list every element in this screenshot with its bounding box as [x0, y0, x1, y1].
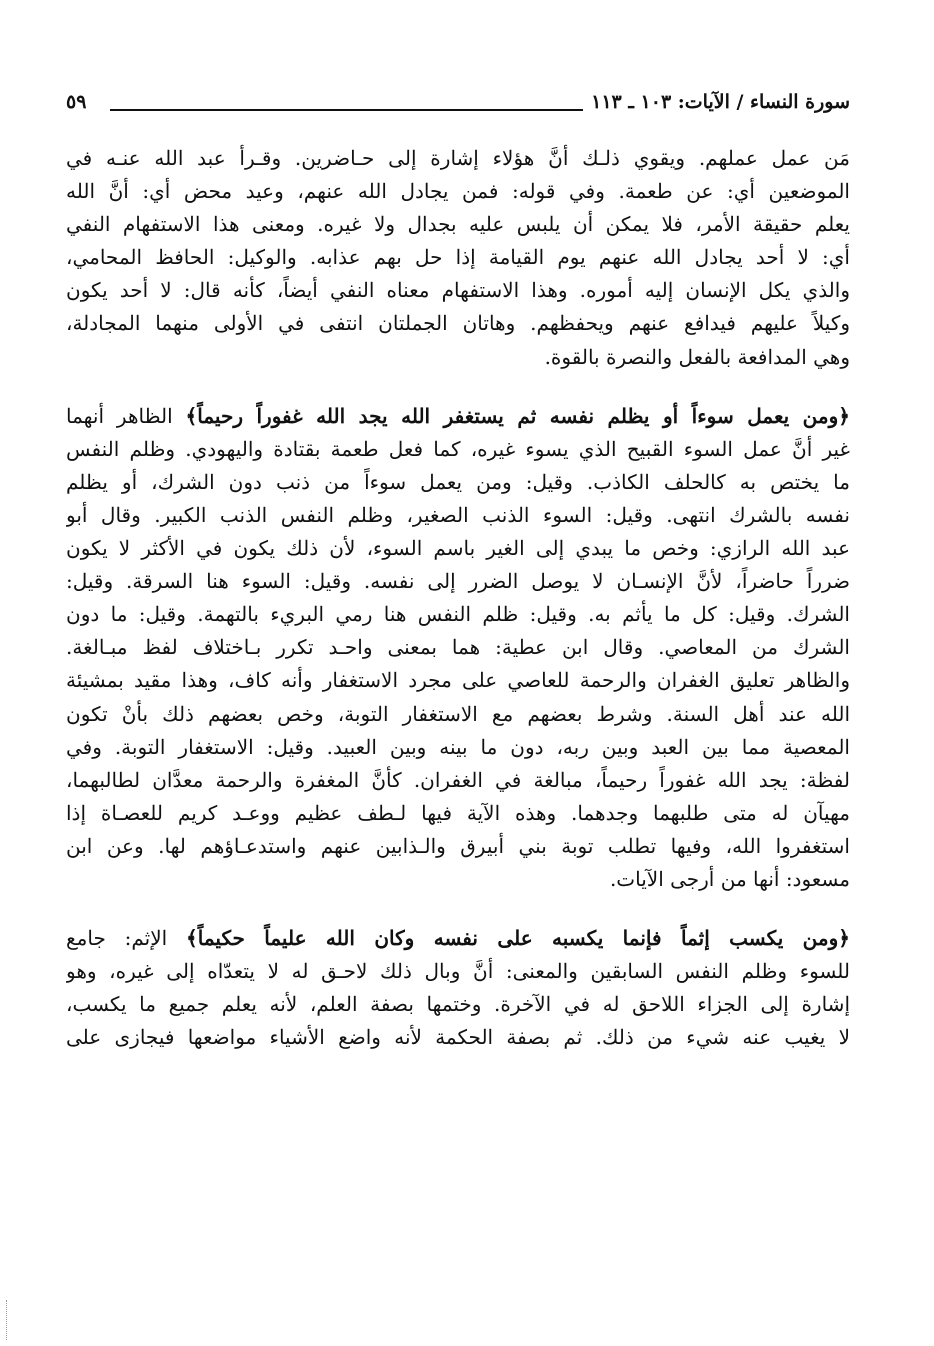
- quran-verse: ﴿ومن يعمل سوءاً أو يظلم نفسه ثم يستغفر الله يجد الله غفوراً رحيماً﴾: [185, 403, 850, 428]
- text-line: مهيآن له متى طلبهما وجدهما. وهذه الآية فيها لـطف عظيم ووعـد كريم للعصـاة إذا: [66, 800, 850, 825]
- running-header: [66, 88, 850, 118]
- text-line: ما يختص به كالحلف الكاذب. وقيل: ومن يعمل سوءاً من ذنب دون الشرك، أو يظلم: [66, 469, 850, 494]
- text-line: عبد الله الرازي: وخص ما يبدي إلى الغير باسم السوء، لأن ذلك يكون في الأكثر لا يكون: [66, 536, 850, 561]
- paragraph-2: [66, 400, 850, 896]
- header-title: سورة النساء / الآيات: ١٠٣ ـ ١١٣: [583, 88, 850, 116]
- verse-commentary: الإثم: جامع: [66, 926, 187, 951]
- verse-commentary: الظاهر أنهما: [66, 403, 186, 428]
- text-line: مَن عمل عملهم. ويقوي ذلـك أنَّ هؤلاء إشارة إلى حـاضرين. وقـرأ عبد الله عنـه في: [66, 146, 850, 170]
- text-line: والذي يكل الإنسان إليه أموره. وهذا الاستفهام معناه النفي أيضاً، كأنه قال: لا أحد يكون: [66, 278, 850, 303]
- text-line: ضرراً حاضراً، لأنَّ الإنسـان لا يوصل الضرر إلى نفسه. وقيل: السوء هنا السرقة. وقيل:: [66, 569, 850, 594]
- text-line: [66, 400, 850, 433]
- paragraph-3: [66, 922, 850, 1054]
- text-line: غير أنَّ عمل السوء القبيح الذي يسوء غيره، كما فعل طعمة بقتادة واليهودي. وظلم النفس: [66, 436, 850, 461]
- text-line: الشرك من المعاصي. وقال ابن عطية: هما بمعنى واحـد تكرر بـاختلاف لفظ مبـالغة.: [66, 635, 850, 660]
- text-line: مسعود: أنها من أرجى الآيات.: [609, 866, 850, 891]
- text-line: يعلم حقيقة الأمر، فلا يمكن أن يلبس عليه بجدال ولا غيره. ومعنى هذا الاستفهام النفي: [66, 212, 850, 237]
- text-line: نفسه بالشرك انتهى. وقيل: السوء الذنب الصغير، وظلم النفس الذنب الكبير. وقال أبو: [66, 502, 850, 527]
- text-line: إشارة إلى الجزاء اللاحق له في الآخرة. وختمها بصفة العلم، لأنه يعلم جميع ما يكسب،: [66, 992, 850, 1017]
- quran-verse: ﴿ومن يكسب إثماً فإنما يكسبه على نفسه وكان الله عليماً حكيماً﴾: [186, 926, 850, 951]
- body-text: [66, 142, 850, 1080]
- page-number: ٥٩: [66, 88, 92, 116]
- text-line: أي: لا أحد يجادل الله عنهم يوم القيامة إذا حل بهم عذابه. والوكيل: الحافظ المحامي،: [66, 245, 850, 270]
- text-line: الله عند أهل السنة. وشرط بعضهم مع الاستغفار التوبة، وخص بعضهم ذلك بأنْ تكون: [66, 701, 850, 726]
- text-line: وكيلاً عليهم فيدافع عنهم ويحفظهم. وهاتان الجملتان انتفى في الأولى منهما المجادلة،: [66, 311, 850, 336]
- text-line: والظاهر تعليق الغفران والرحمة للعاصي على مجرد الاستغفار وأنه كاف، وهذا مقيد بمشيئة: [66, 668, 850, 693]
- text-line: الشرك. وقيل: كل ما يأثم به. وقيل: ظلم النفس هنا رمي البريء بالتهمة. وقيل: ما دون: [66, 602, 850, 627]
- scan-edge-mark: [6, 1300, 9, 1340]
- text-line: لفظة: يجد الله غفوراً رحيماً، مبالغة في الغفران. كأنَّ المغفرة والرحمة معدَّان لطالبهما،: [66, 767, 850, 792]
- text-line: لا يغيب عنه شيء من ذلك. ثم بصفة الحكمة لأنه واضع الأشياء مواضعها فيجازى على: [66, 1025, 850, 1050]
- text-line: للسوء وظلم النفس السابقين والمعنى: أنَّ وبال ذلك لاحـق له لا يتعدّاه إلى غيره، وهو: [66, 959, 850, 984]
- text-line: وهي المدافعة بالفعل والنصرة بالقوة.: [544, 344, 850, 369]
- text-line: المعصية مما بين العبد وبين ربه، دون ما بينه وبين العبيد. وقيل: الاستغفار التوبة. وفي: [66, 734, 850, 759]
- text-line: [66, 922, 850, 955]
- text-line: استغفروا الله، وفيها تطلب توبة بني أبيرق والـذابين عنهم واستدعـاؤهم لها. وعن ابن: [66, 833, 850, 858]
- text-line: الموضعين أي: عن طعمة. وفي قوله: فمن يجادل الله عنهم، وعيد محض أي: أنَّ الله: [66, 179, 850, 204]
- paragraph-1: [66, 142, 850, 374]
